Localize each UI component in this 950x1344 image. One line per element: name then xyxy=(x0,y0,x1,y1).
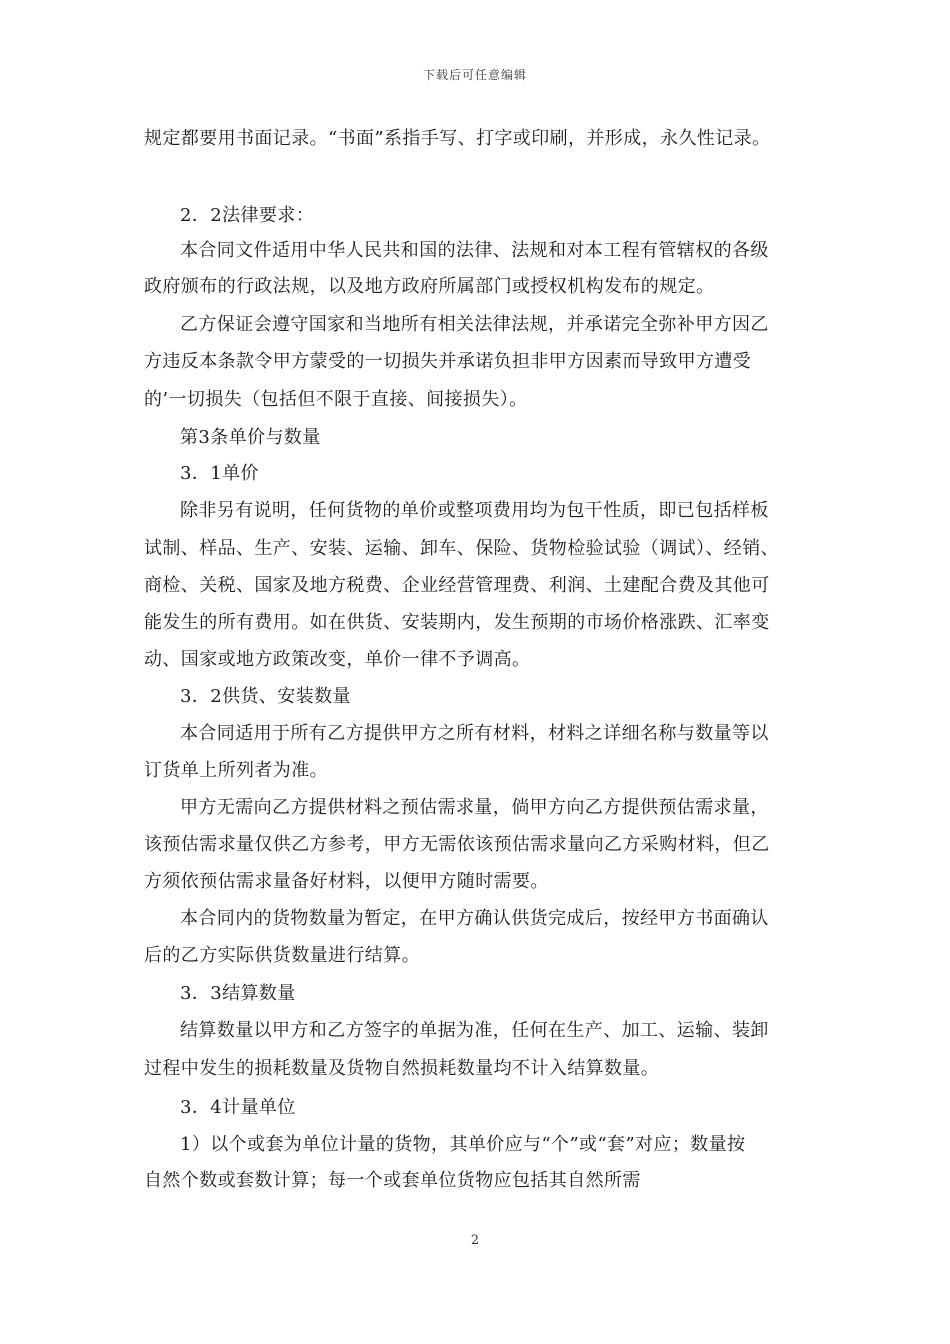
text-line: 方违反本条款令甲方蒙受的一切损失并承诺负担非甲方因素而导致甲方遭受 xyxy=(144,351,752,372)
text-line: 该预估需求量仅供乙方参考，甲方无需依该预估需求量向乙方采购材料，但乙 xyxy=(144,834,770,855)
text-line: 自然个数或套数计算；每一个或套单位货物应包括其自然所需 xyxy=(144,1170,641,1191)
section-heading: 2．2法律要求： xyxy=(180,205,315,226)
text-line: 的’一切损失（包括但不限于直接、间接损失）。 xyxy=(144,389,528,410)
text-line: 规定都要用书面记录。“书面”系指手写、打字或印刷，并形成，永久性记录。 xyxy=(144,128,771,149)
section-heading: 3．2供货、安装数量 xyxy=(180,686,351,707)
text-line: 本合同文件适用中华人民共和国的法律、法规和对本工程有管辖权的各级 xyxy=(180,240,769,261)
text-line: 甲方无需向乙方提供材料之预估需求量，倘甲方向乙方提供预估需求量， xyxy=(180,797,769,818)
text-line: 方须依预估需求量备好材料，以便甲方随时需要。 xyxy=(144,871,549,892)
text-line: 商检、关税、国家及地方税费、企业经营管理费、利润、土建配合费及其他可 xyxy=(144,575,770,596)
text-line: 结算数量以甲方和乙方签字的单据为准，任何在生产、加工、运输、装卸 xyxy=(180,1020,769,1041)
section-heading: 3．4计量单位 xyxy=(180,1097,296,1118)
section-heading: 3．1单价 xyxy=(180,463,259,484)
text-line: 试制、样品、生产、安装、运输、卸车、保险、货物检验试验（调试）、经销、 xyxy=(144,538,779,559)
text-line: 过程中发生的损耗数量及货物自然损耗数量均不计入结算数量。 xyxy=(144,1058,660,1079)
page-number: 2 xyxy=(470,1233,480,1248)
text-line: 后的乙方实际供货数量进行结算。 xyxy=(144,945,420,966)
page-header: 下载后可任意编辑 xyxy=(422,68,527,82)
text-line: 能发生的所有费用。如在供货、安装期内，发生预期的市场价格涨跌、汇率变 xyxy=(144,612,770,633)
text-line: 订货单上所列者为准。 xyxy=(144,760,328,781)
section-heading: 3．3结算数量 xyxy=(180,983,296,1004)
text-line: 动、国家或地方政策改变，单价一律不予调高。 xyxy=(144,649,531,670)
article-heading: 第3条单价与数量 xyxy=(180,427,321,448)
text-line: 1）以个或套为单位计量的货物，其单价应与“个”或“套”对应；数量按 xyxy=(180,1134,746,1155)
text-line: 本合同适用于所有乙方提供甲方之所有材料，材料之详细名称与数量等以 xyxy=(180,723,769,744)
text-line: 乙方保证会遵守国家和当地所有相关法律法规，并承诺完全弥补甲方因乙 xyxy=(180,314,769,335)
text-line: 政府颁布的行政法规，以及地方政府所属部门或授权机构发布的规定。 xyxy=(144,276,715,297)
text-line: 本合同内的货物数量为暂定，在甲方确认供货完成后，按经甲方书面确认 xyxy=(180,908,769,929)
text-line: 除非另有说明，任何货物的单价或整项费用均为包干性质，即已包括样板 xyxy=(180,500,769,521)
